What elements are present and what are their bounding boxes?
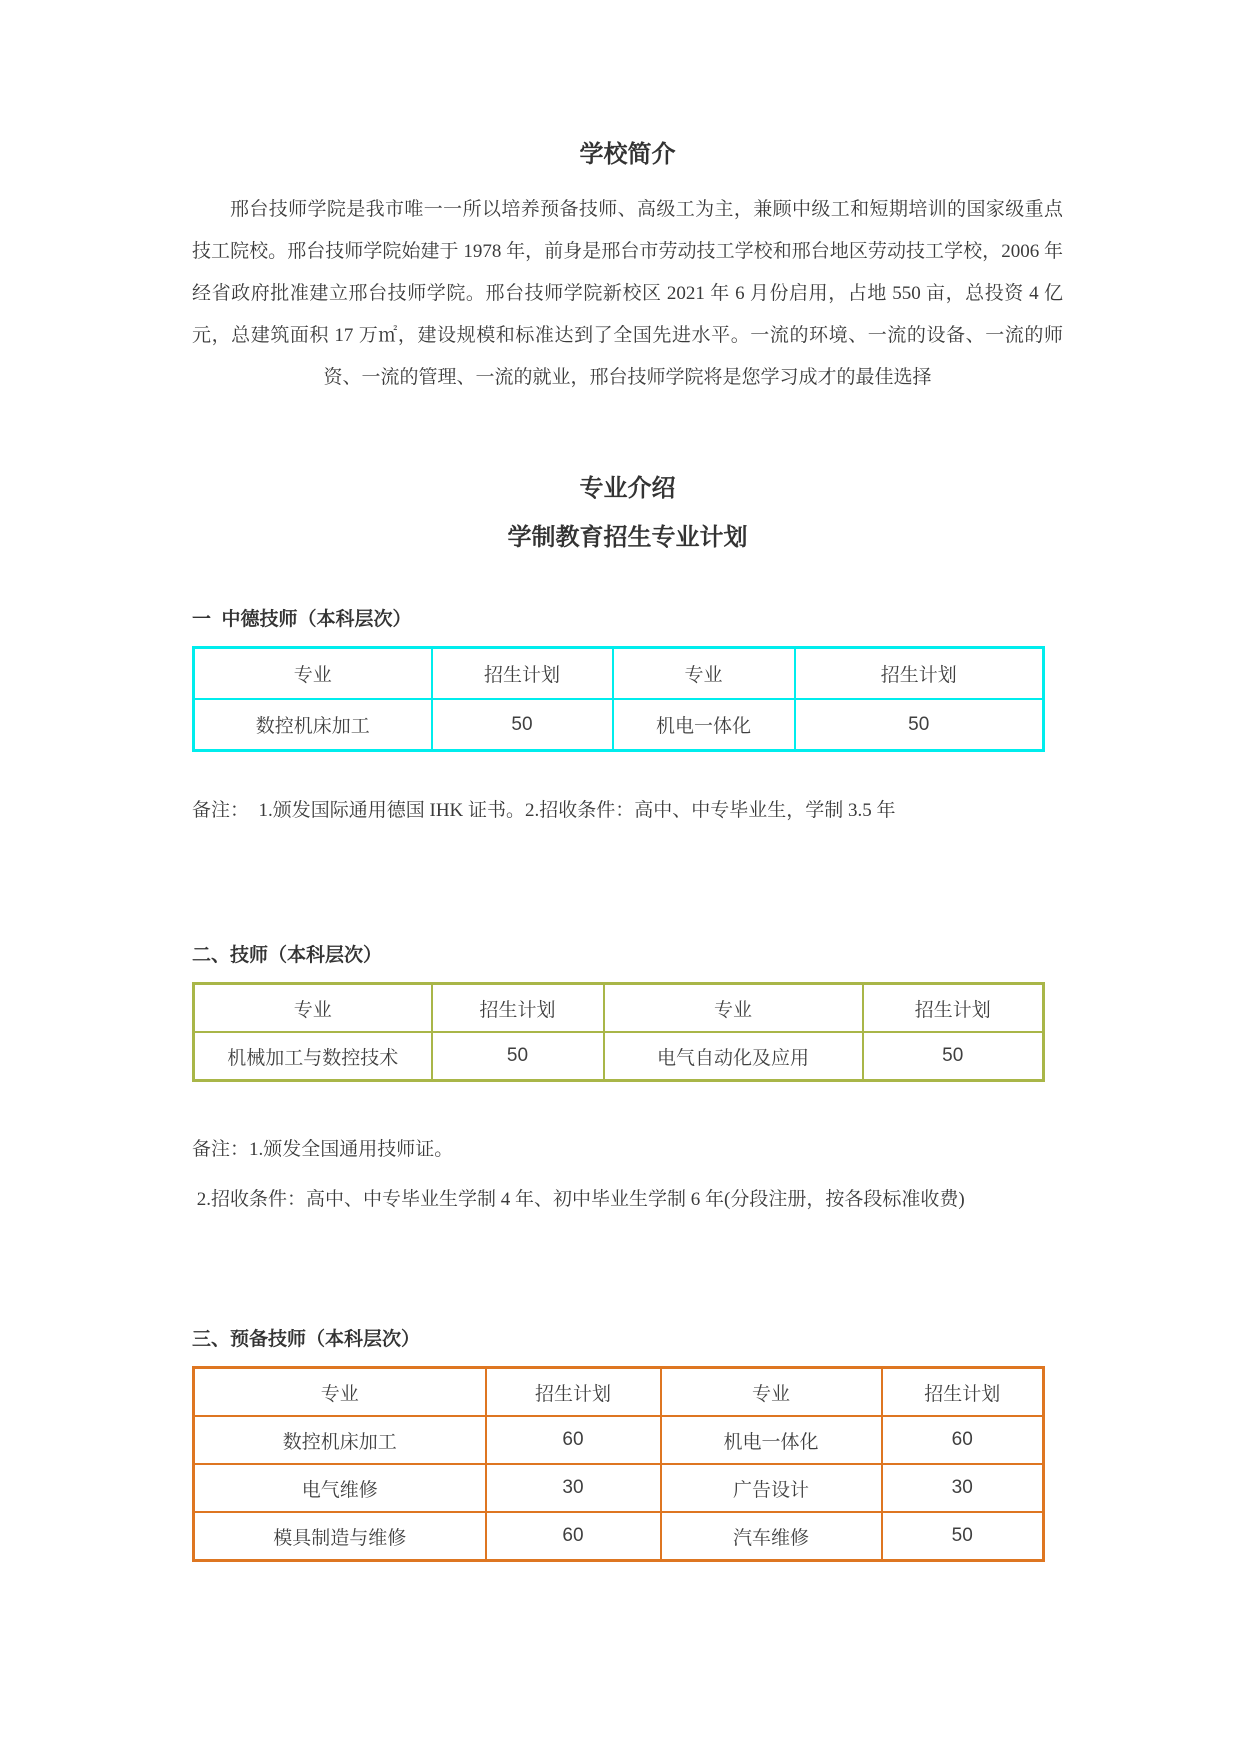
table-header-row xyxy=(194,984,1044,1033)
heading-major-intro: 专业介绍 xyxy=(579,475,676,502)
major-name-cell: 数控机床加工 xyxy=(194,1416,486,1464)
column-header: 专业 xyxy=(613,648,795,700)
page-title: 学校简介 xyxy=(579,141,676,168)
plan-count-cell: 30 xyxy=(882,1464,1044,1512)
major-name-cell: 机电一体化 xyxy=(661,1416,882,1464)
column-header: 招生计划 xyxy=(432,648,613,700)
section-heading: 一 中德技师（本科层次） xyxy=(192,609,412,630)
column-header: 招生计划 xyxy=(863,984,1044,1033)
major-name-cell: 广告设计 xyxy=(661,1464,882,1512)
plan-count-cell: 60 xyxy=(882,1416,1044,1464)
major-name-cell: 机械加工与数控技术 xyxy=(194,1032,432,1081)
admission-table-yubei xyxy=(192,1366,1045,1562)
table-row xyxy=(194,1512,1044,1561)
table-row xyxy=(194,1464,1044,1512)
admission-table-jishi xyxy=(192,982,1045,1082)
major-name-cell: 模具制造与维修 xyxy=(194,1512,486,1561)
major-name-cell: 汽车维修 xyxy=(661,1512,882,1561)
column-header: 招生计划 xyxy=(432,984,604,1033)
section-heading: 二、技师（本科层次） xyxy=(192,945,383,966)
note-line: 备注：1.颁发全国通用技师证。 xyxy=(192,1139,454,1160)
plan-count-cell: 50 xyxy=(795,699,1044,751)
column-header: 专业 xyxy=(194,1368,486,1417)
column-header: 招生计划 xyxy=(486,1368,661,1417)
table-header-row xyxy=(194,1368,1044,1417)
plan-count-cell: 60 xyxy=(486,1416,661,1464)
plan-count-cell: 50 xyxy=(882,1512,1044,1561)
column-header: 专业 xyxy=(194,984,432,1033)
table-header-row xyxy=(194,648,1044,700)
major-name-cell: 数控机床加工 xyxy=(194,699,432,751)
plan-count-cell: 50 xyxy=(432,699,613,751)
intro-paragraph: 邢台技师学院是我市唯一一所以培养预备技师、高级工为主，兼顾中级工和短期培训的国家级重点技工院校。邢台技师学院始建于 1978 年，前身是邢台市劳动技工学校和邢台地区劳动技工学校，2006 年经省政府批准建立邢台技师学院。邢台技师学院新校区 2021 年 6 月份启用，占地 550 亩，总投资 4 亿元，总建筑面积 17 万㎡，建设规模和标准达到了全国先进水平。一流的环境、一流的设备、一流的师资、一流的管理、一流的就业，邢台技师学院将是您学习成才的最佳选择 xyxy=(192,199,1063,388)
heading-enrollment-plan: 学制教育招生专业计划 xyxy=(507,524,748,551)
note-line: 备注： 1.颁发国际通用德国 IHK 证书。2.招收条件：高中、中专毕业生，学制 3.5 年 xyxy=(192,800,896,821)
table-row xyxy=(194,699,1044,751)
column-header: 专业 xyxy=(604,984,863,1033)
note-line: 2.招收条件：高中、中专毕业生学制 4 年、初中毕业生学制 6 年(分段注册，按各段标准收费) xyxy=(192,1189,965,1210)
major-name-cell: 电气维修 xyxy=(194,1464,486,1512)
admission-table-zhongde xyxy=(192,646,1045,752)
column-header: 专业 xyxy=(661,1368,882,1417)
plan-count-cell: 50 xyxy=(863,1032,1044,1081)
plan-count-cell: 60 xyxy=(486,1512,661,1561)
column-header: 招生计划 xyxy=(882,1368,1044,1417)
section-yubei-jishi xyxy=(192,1328,1063,1562)
section-jishi xyxy=(192,944,1063,1211)
plan-count-cell: 30 xyxy=(486,1464,661,1512)
column-header: 专业 xyxy=(194,648,432,700)
major-name-cell: 电气自动化及应用 xyxy=(604,1032,863,1081)
section-zhongde-jishi xyxy=(192,608,1063,822)
major-name-cell: 机电一体化 xyxy=(613,699,795,751)
column-header: 招生计划 xyxy=(795,648,1044,700)
section-heading: 三、预备技师（本科层次） xyxy=(192,1329,421,1350)
table-row xyxy=(194,1032,1044,1081)
plan-count-cell: 50 xyxy=(432,1032,604,1081)
table-row xyxy=(194,1416,1044,1464)
